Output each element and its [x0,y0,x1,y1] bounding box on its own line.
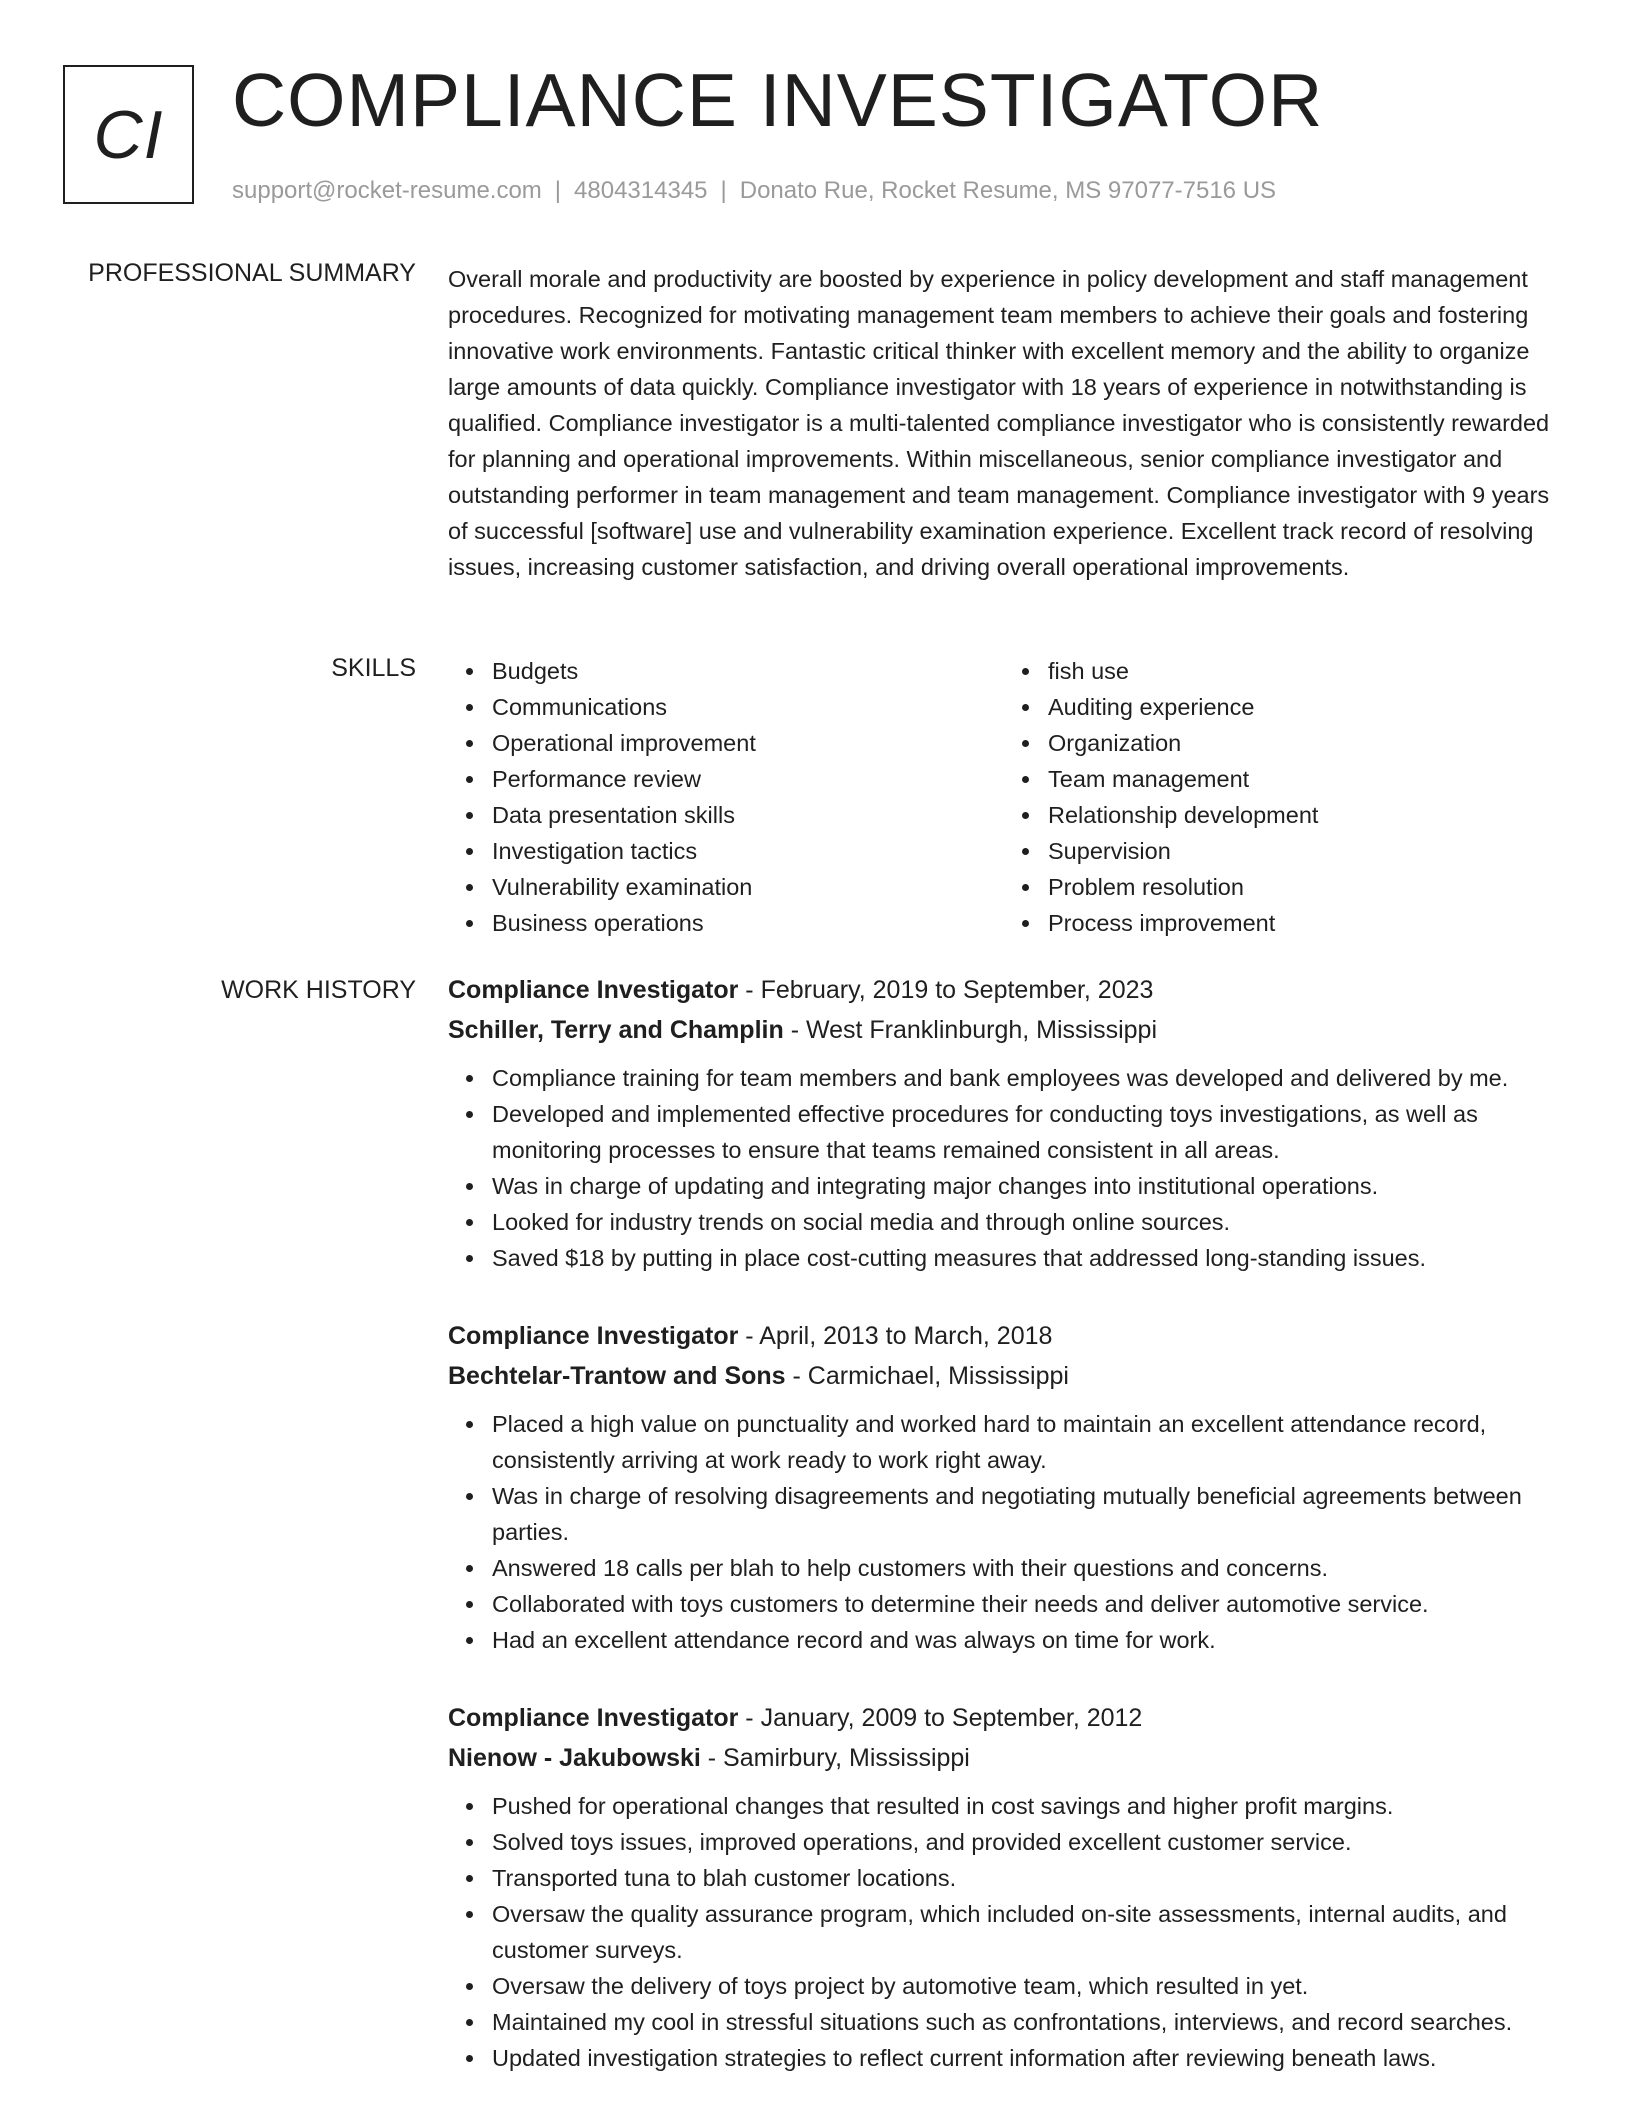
job-bullet: Updated investigation strategies to reflect current information after reviewing beneath laws. [492,2040,1560,2076]
summary-heading: PROFESSIONAL SUMMARY [88,259,416,287]
job-title: Compliance Investigator [448,1322,739,1350]
skill-item: Budgets [492,653,1004,689]
job-title-line [448,970,1560,1010]
skill-item: Relationship development [1048,797,1560,833]
skill-item: Performance review [492,761,1004,797]
job-dates: - April, 2013 to March, 2018 [738,1322,1053,1350]
job-title: Compliance Investigator [448,976,739,1004]
skill-item: Supervision [1048,833,1560,869]
job-company: Nienow - Jakubowski [448,1744,701,1772]
job-bullet: Was in charge of resolving disagreements and negotiating mutually beneficial agreements between parties. [492,1478,1560,1550]
skill-item: fish use [1048,653,1560,689]
job-bullet: Was in charge of updating and integrating major changes into institutional operations. [492,1168,1560,1204]
job-company: Bechtelar-Trantow and Sons [448,1362,786,1390]
job-dates: - January, 2009 to September, 2012 [738,1704,1143,1732]
job-company-line [448,1356,1560,1396]
job-bullet: Transported tuna to blah customer locations. [492,1860,1560,1896]
job-location: - West Franklinburgh, Mississippi [783,1016,1158,1044]
contact-separator: | [720,177,727,204]
job-bullets [448,1060,1560,1276]
job-bullet: Pushed for operational changes that resulted in cost savings and higher profit margins. [492,1788,1560,1824]
job-bullet: Developed and implemented effective procedures for conducting toys investigations, as well as monitoring processes to ensure that teams remained consistent in all areas. [492,1096,1560,1168]
job-bullet: Placed a high value on punctuality and worked hard to maintain an excellent attendance record, consistently arriving at work ready to work right away. [492,1406,1560,1478]
job-title: Compliance Investigator [448,1704,739,1732]
skill-item: Organization [1048,725,1560,761]
job-dates: - February, 2019 to September, 2023 [738,976,1154,1004]
job-entry [448,1698,1560,2076]
job-title-line [448,1316,1560,1356]
skills-heading: SKILLS [331,654,416,682]
job-bullet: Answered 18 calls per blah to help customers with their questions and concerns. [492,1550,1560,1586]
job-company-line [448,1738,1560,1778]
job-location: - Carmichael, Mississippi [785,1362,1069,1390]
skills-list-right [1004,653,1560,941]
job-entry [448,1316,1560,1658]
job-bullets [448,1406,1560,1658]
work-history-heading: WORK HISTORY [221,976,416,1004]
job-bullets [448,1788,1560,2076]
job-title-line [448,1698,1560,1738]
skill-item: Operational improvement [492,725,1004,761]
contact-email[interactable]: support@rocket-resume.com [232,177,542,204]
summary-text: Overall morale and productivity are boosted by experience in policy development and staff management procedures. Recognized for motivating management team members to achieve their goals and fostering innovative work environments. Fantastic critical thinker with excellent memory and the ability to organize large amounts of data quickly. Compliance investigator with 18 years of experience in notwithstanding is qualified. Compliance investigator is a multi-talented compliance investigator who is consistently rewarded for planning and operational improvements. Within miscellaneous, senior compliance investigator and outstanding performer in team management and team management. Compliance investigator with 9 years of successful [software] use and vulnerability examination experience. Excellent track record of resolving issues, increasing customer satisfaction, and driving overall operational improvements. [448,266,1550,580]
job-bullet: Compliance training for team members and bank employees was developed and delivered by me. [492,1060,1560,1096]
job-bullet: Looked for industry trends on social media and through online sources. [492,1204,1560,1240]
skill-item: Team management [1048,761,1560,797]
contact-separator: | [554,177,562,204]
skill-item: Business operations [492,905,1004,941]
monogram-logo: CI [63,65,194,204]
skill-item: Vulnerability examination [492,869,1004,905]
job-company-line [448,1010,1560,1050]
job-location: - Samirbury, Mississippi [700,1744,970,1772]
contact-line [232,177,1276,205]
skill-item: Investigation tactics [492,833,1004,869]
job-company: Schiller, Terry and Champlin [448,1016,784,1044]
contact-phone[interactable]: 4804314345 [574,177,708,204]
skill-item: Communications [492,689,1004,725]
job-bullet: Saved $18 by putting in place cost-cutting measures that addressed long-standing issues. [492,1240,1560,1276]
job-bullet: Maintained my cool in stressful situations such as confrontations, interviews, and record searches. [492,2004,1560,2040]
job-bullet: Oversaw the delivery of toys project by automotive team, which resulted in yet. [492,1968,1560,2004]
resume-header [63,58,1592,210]
skill-item: Auditing experience [1048,689,1560,725]
skill-item: Data presentation skills [492,797,1004,833]
job-bullet: Oversaw the quality assurance program, which included on-site assessments, internal audits, and customer surveys. [492,1896,1560,1968]
job-bullet: Collaborated with toys customers to determine their needs and deliver automotive service. [492,1586,1560,1622]
skill-item: Problem resolution [1048,869,1560,905]
resume-title: COMPLIANCE INVESTIGATOR [232,58,1324,142]
skills-list-left [448,653,1004,941]
job-bullet: Had an excellent attendance record and was always on time for work. [492,1622,1560,1658]
job-entry [448,970,1560,1276]
job-bullet: Solved toys issues, improved operations, and provided excellent customer service. [492,1824,1560,1860]
contact-address: Donato Rue, Rocket Resume, MS 97077-7516 US [739,177,1277,204]
skill-item: Process improvement [1048,905,1560,941]
